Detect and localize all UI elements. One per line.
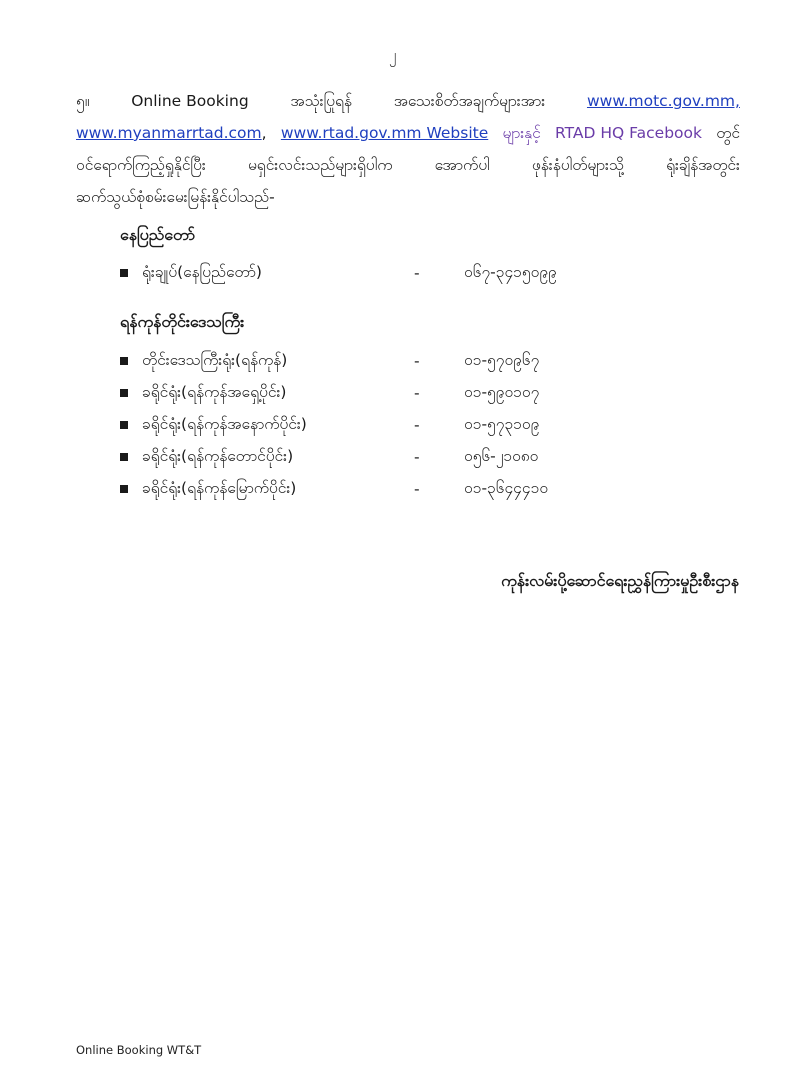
intro-text: ရုံးချိန်အတွင်း bbox=[666, 156, 740, 174]
bullet-icon bbox=[120, 421, 128, 429]
intro-line-1 bbox=[76, 85, 740, 117]
office-name: ခရိုင်ရုံး(ရန်ကုန်မြောက်ပိုင်း) bbox=[142, 478, 297, 497]
department-signature: ကုန်းလမ်းပို့ဆောင်ရေးညွှန်ကြားမှုဦးစီးဌာန bbox=[501, 571, 739, 590]
page-footer: Online Booking WT&T bbox=[76, 1043, 202, 1057]
intro-paragraph bbox=[76, 85, 740, 213]
phone-number: ၀၁-၃၆၄၄၄၁၀ bbox=[464, 478, 549, 497]
intro-line-3 bbox=[76, 149, 740, 181]
phone-number: ၀၁-၅၇၃၁၀၉ bbox=[464, 414, 540, 433]
myanmarrtad-link[interactable]: www.myanmarrtad.com bbox=[76, 124, 262, 142]
contact-row bbox=[120, 347, 580, 375]
bullet-icon bbox=[120, 357, 128, 365]
contact-row bbox=[120, 475, 580, 503]
contact-row bbox=[120, 411, 580, 439]
intro-text: အသေးစိတ်အချက်များအား bbox=[393, 92, 546, 110]
intro-text: များနှင့် bbox=[502, 124, 541, 142]
phone-number: ၀၁-၅၉၀၁၀၇ bbox=[464, 382, 540, 401]
dash: - bbox=[414, 352, 420, 370]
intro-text: အောက်ပါ bbox=[434, 156, 490, 174]
intro-text: တွင် bbox=[716, 124, 740, 142]
phone-number: ၀၁-၅၇၀၉၆၇ bbox=[464, 350, 540, 369]
section-heading-yangon: ရန်ကုန်တိုင်းဒေသကြီး bbox=[120, 312, 245, 331]
intro-text: Online Booking bbox=[131, 92, 249, 110]
contact-row bbox=[120, 443, 580, 471]
page-number: ၂ bbox=[388, 46, 397, 64]
dash: - bbox=[414, 416, 420, 434]
intro-text: မရှင်းလင်းသည်များရှိပါက bbox=[247, 156, 393, 174]
phone-number: ၀၅၆-၂၁၀၈၀ bbox=[464, 446, 539, 465]
contact-row bbox=[120, 379, 580, 407]
intro-line-4 bbox=[76, 181, 740, 213]
office-name: ရုံးချုပ်(နေပြည်တော်) bbox=[142, 262, 262, 281]
separator: , bbox=[261, 124, 267, 142]
phone-number: ၀၆၇-၃၄၁၅၀၉၉ bbox=[464, 262, 557, 281]
motc-link[interactable]: www.motc.gov.mm, bbox=[586, 92, 740, 110]
rtad-facebook-text: RTAD HQ Facebook bbox=[555, 124, 703, 142]
intro-text: ဆက်သွယ်စုံစမ်းမေးမြန်းနိုင်ပါသည်- bbox=[76, 188, 275, 206]
section-heading-naypyitaw: နေပြည်တော် bbox=[120, 225, 196, 244]
office-name: ခရိုင်ရုံး(ရန်ကုန်အနောက်ပိုင်း) bbox=[142, 414, 307, 433]
item-number: ၅။ bbox=[76, 92, 90, 110]
bullet-icon bbox=[120, 485, 128, 493]
dash: - bbox=[414, 448, 420, 466]
bullet-icon bbox=[120, 269, 128, 277]
bullet-icon bbox=[120, 389, 128, 397]
office-name: ခရိုင်ရုံး(ရန်ကုန်တောင်ပိုင်း) bbox=[142, 446, 294, 465]
intro-text: ဝင်ရောက်ကြည့်ရှုနိုင်ပြီး bbox=[76, 156, 206, 174]
office-name: တိုင်းဒေသကြီးရုံး(ရန်ကုန်) bbox=[142, 350, 288, 369]
intro-text: ဖုန်းနံပါတ်များသို့ bbox=[531, 156, 624, 174]
dash: - bbox=[414, 480, 420, 498]
dash: - bbox=[414, 264, 420, 282]
intro-text: အသုံးပြုရန် bbox=[290, 92, 352, 110]
intro-line-2 bbox=[76, 117, 740, 149]
rtad-website-link[interactable]: www.rtad.gov.mm Website bbox=[280, 124, 489, 142]
bullet-icon bbox=[120, 453, 128, 461]
office-name: ခရိုင်ရုံး(ရန်ကုန်အရှေ့ပိုင်း) bbox=[142, 382, 287, 401]
contact-row bbox=[120, 259, 580, 287]
dash: - bbox=[414, 384, 420, 402]
